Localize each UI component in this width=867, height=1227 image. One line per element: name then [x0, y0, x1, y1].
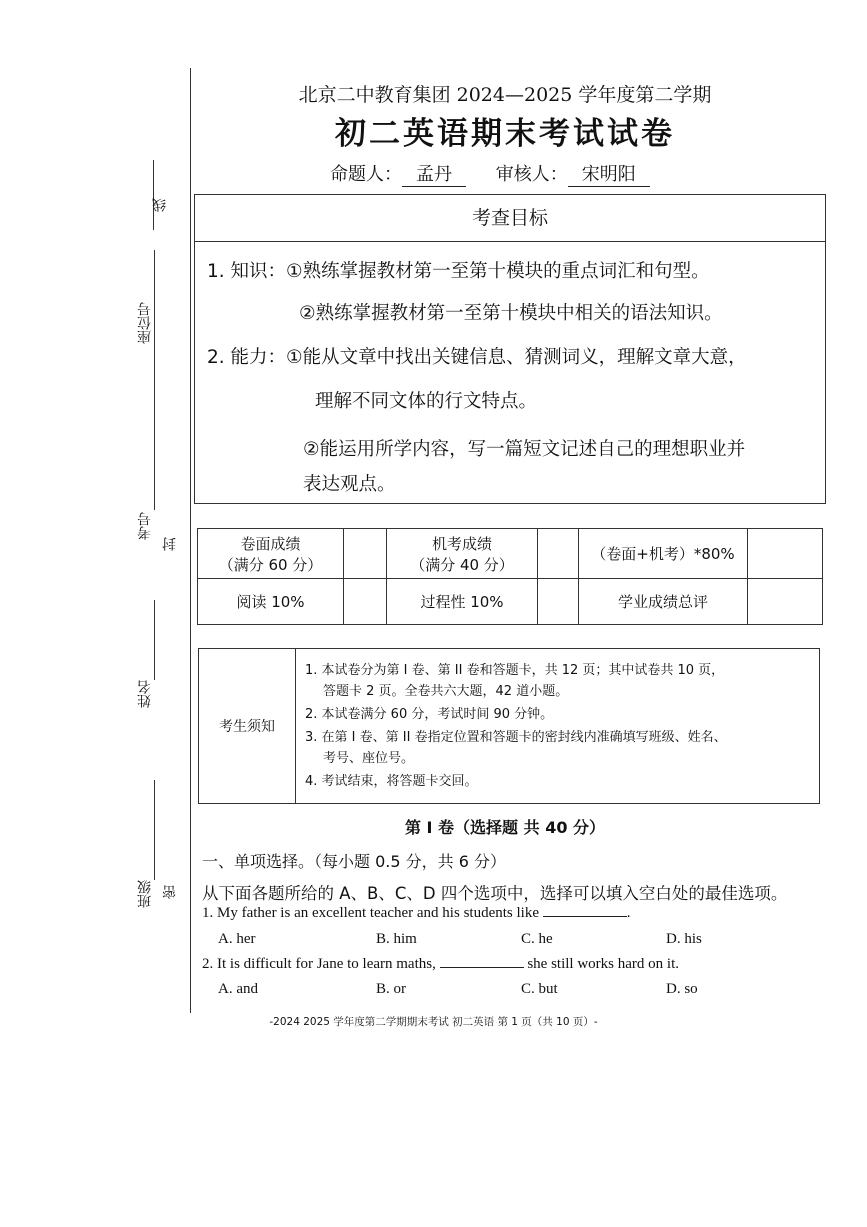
notice-item: 考号、座位号。 [323, 751, 415, 766]
margin-label-mi: 密 [162, 885, 178, 899]
score-input-reading[interactable] [344, 579, 387, 625]
score-input-process[interactable] [538, 579, 579, 625]
goal-line: 表达观点。 [303, 474, 396, 495]
margin-label-name: 姓名 [137, 680, 153, 708]
question-2: 2. It is difficult for Jane to learn maths, she still works hard on it. [202, 956, 679, 972]
margin-label-exam-no: 考号 [137, 512, 153, 540]
seat-underline [154, 250, 155, 420]
score-cell-process: 过程性 10% [387, 579, 538, 625]
exam-title: 初二英语期末考试试卷 [335, 116, 675, 152]
goal-line: 2. 能力：①能从文章中找出关键信息、猜测词义，理解文章大意， [207, 347, 747, 368]
option: A. and [218, 981, 258, 997]
notice-item: 3. 在第 I 卷、第 II 卷指定位置和答题卡的密封线内准确填写班级、姓名、 [305, 730, 727, 745]
margin-label-xian: 线 [152, 198, 168, 212]
goals-heading: 考查目标 [195, 195, 825, 242]
goal-line: ②能运用所学内容，写一篇短文记述自己的理想职业并 [303, 439, 746, 460]
option: C. he [521, 931, 553, 947]
answer-blank[interactable] [440, 967, 524, 968]
option: B. or [376, 981, 406, 997]
exam-notice [198, 648, 820, 804]
notice-item: 2. 本试卷满分 60 分，考试时间 90 分钟。 [305, 707, 554, 722]
goals-box [194, 194, 826, 504]
goal-line: 理解不同文体的行文特点。 [315, 391, 538, 412]
score-input-total[interactable] [748, 579, 823, 625]
score-cell-reading: 阅读 10% [198, 579, 344, 625]
binding-line [190, 68, 191, 1013]
option: D. his [666, 931, 702, 947]
answer-blank[interactable] [543, 916, 627, 917]
notice-label: 考生须知 [199, 649, 296, 803]
goal-line: 1. 知识：①熟练掌握教材第一至第十模块的重点词汇和句型。 [207, 261, 710, 282]
score-cell-total: 学业成绩总评 [579, 579, 748, 625]
reviewer-name: 宋明阳 [568, 160, 650, 187]
part-title: 一、单项选择。（每小题 0.5 分，共 6 分） [202, 852, 506, 871]
author-label: 命题人： [330, 164, 402, 185]
name-underline [154, 600, 155, 680]
margin-label-seat: 座位号 [137, 302, 153, 344]
option: B. him [376, 931, 417, 947]
score-input-paper[interactable] [344, 529, 387, 579]
margin-label-feng: 封 [162, 537, 178, 551]
exam-no-underline [154, 420, 155, 510]
option: A. her [218, 931, 256, 947]
reviewer-label: 审核人： [495, 164, 568, 185]
binding-guide [153, 160, 154, 230]
score-cell-combined: （卷面+机考）*80% [579, 529, 748, 579]
score-input-computer[interactable] [538, 529, 579, 579]
score-table [197, 528, 823, 625]
author-line [330, 160, 674, 187]
score-cell-paper: 卷面成绩 （满分 60 分） [198, 529, 344, 579]
section-title: 第 I 卷（选择题 共 40 分） [404, 818, 606, 837]
score-input-combined[interactable] [748, 529, 823, 579]
margin-label-class: 班级 [137, 880, 153, 908]
notice-item: 1. 本试卷分为第 I 卷、第 II 卷和答题卡，共 12 页；其中试卷共 10 页， [305, 663, 725, 678]
question-1: 1. My father is an excellent teacher and his students like . [202, 905, 631, 921]
author-name: 孟丹 [402, 160, 466, 187]
option: C. but [521, 981, 558, 997]
option: D. so [666, 981, 698, 997]
score-cell-computer: 机考成绩 （满分 40 分） [387, 529, 538, 579]
goal-line: ②熟练掌握教材第一至第十模块中相关的语法知识。 [299, 303, 723, 324]
page-footer: -2024 2025 学年度第二学期期末考试 初二英语 第 1 页（共 10 页）- [269, 1016, 598, 1028]
notice-item: 4. 考试结束，将答题卡交回。 [305, 774, 478, 789]
part-instruction: 从下面各题所给的 A、B、C、D 四个选项中，选择可以填入空白处的最佳选项。 [202, 884, 788, 903]
school-header: 北京二中教育集团 2024—2025 学年度第二学期 [298, 84, 712, 106]
notice-item: 答题卡 2 页。全卷共六大题，42 道小题。 [323, 684, 569, 699]
